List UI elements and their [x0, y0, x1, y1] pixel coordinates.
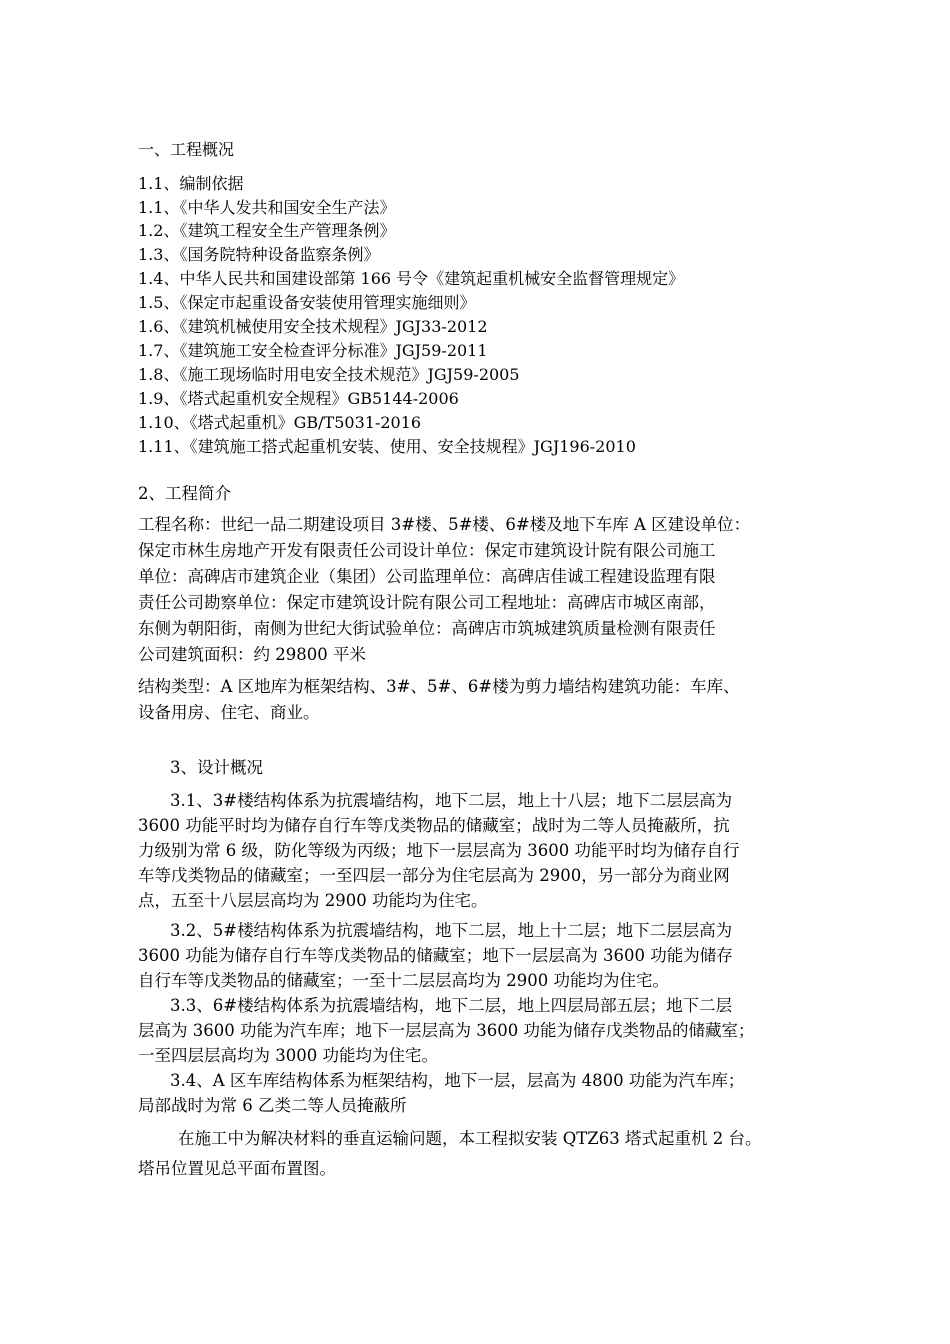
basis-heading: 1.1、编制依据	[138, 174, 244, 193]
section-3-heading: 3、设计概况	[170, 758, 263, 777]
overview-line: 保定市林生房地产开发有限责任公司设计单位：保定市建筑设计院有限公司施工	[138, 541, 716, 560]
design-item-line: 3.3、6#楼结构体系为抗震墙结构，地下二层，地上四层局部五层；地下二层	[170, 996, 733, 1015]
section-2-heading: 2、工程简介	[138, 484, 231, 503]
reference-item: 1.11、《建筑施工搭式起重机安装、使用、安全技规程》JGJ196-2010	[138, 437, 636, 456]
design-item-line: 3.2、5#楼结构体系为抗震墙结构，地下二层，地上十二层；地下二层层高为	[170, 921, 733, 940]
section-1-heading: 一、工程概况	[138, 140, 235, 159]
design-item-line: 3600 功能为储存自行车等戊类物品的储藏室；地下一层层高为 3600 功能为储存	[138, 946, 733, 965]
reference-item: 1.9、《塔式起重机安全规程》GB5144-2006	[138, 389, 459, 408]
closing-line: 在施工中为解决材料的垂直运输问题，本工程拟安装 QTZ63 塔式起重机 2 台。	[178, 1129, 762, 1148]
design-item-line: 3.1、3#楼结构体系为抗震墙结构，地下二层，地上十八层；地下二层层高为	[170, 791, 733, 810]
design-item-line: 自行车等戊类物品的储藏室；一至十二层层高均为 2900 功能均为住宅。	[138, 971, 669, 990]
reference-item: 1.8、《施工现场临时用电安全技术规范》JGJ59-2005	[138, 365, 520, 384]
design-item-line: 一至四层层高均为 3000 功能均为住宅。	[138, 1046, 438, 1065]
reference-item: 1.5、《保定市起重设备安装使用管理实施细则》	[138, 293, 476, 312]
reference-item: 1.4、中华人民共和国建设部第 166 号令《建筑起重机械安全监督管理规定》	[138, 269, 685, 288]
design-item-line: 车等戊类物品的储藏室；一至四层一部分为住宅层高为 2900，另一部分为商业网	[138, 866, 730, 885]
design-item-line: 层高为 3600 功能为汽车库；地下一层层高为 3600 功能为储存戊类物品的储藏室；	[138, 1021, 755, 1040]
overview-line: 工程名称：世纪一品二期建设项目 3#楼、5#楼、6#楼及地下车库 A 区建设单位：	[138, 515, 751, 534]
design-item-line: 局部战时为常 6 乙类二等人员掩蔽所	[138, 1096, 407, 1115]
overview-line: 公司建筑面积：约 29800 平米	[138, 645, 366, 664]
overview-line: 责任公司勘察单位：保定市建筑设计院有限公司工程地址：高碑店市城区南部，	[138, 593, 716, 612]
design-item-line: 点，五至十八层层高均为 2900 功能均为住宅。	[138, 891, 488, 910]
reference-item: 1.1、《中华人发共和国安全生产法》	[138, 198, 396, 217]
closing-line: 塔吊位置见总平面布置图。	[138, 1159, 336, 1178]
overview-line: 单位：高碑店市建筑企业（集团）公司监理单位：高碑店佳诚工程建设监理有限	[138, 567, 716, 586]
reference-item: 1.7、《建筑施工安全检查评分标准》JGJ59-2011	[138, 341, 488, 360]
reference-item: 1.6、《建筑机械使用安全技术规程》JGJ33-2012	[138, 317, 488, 336]
structure-line: 设备用房、住宅、商业。	[138, 703, 320, 722]
design-item-line: 3.4、A 区车库结构体系为框架结构，地下一层，层高为 4800 功能为汽车库；	[170, 1071, 745, 1090]
reference-item: 1.10、《塔式起重机》GB/T5031-2016	[138, 413, 422, 432]
overview-line: 东侧为朝阳街，南侧为世纪大街试验单位：高碑店市筑城建筑质量检测有限责任	[138, 619, 716, 638]
reference-item: 1.3、《国务院特种设备监察条例》	[138, 245, 380, 264]
reference-item: 1.2、《建筑工程安全生产管理条例》	[138, 221, 396, 240]
structure-line: 结构类型：A 区地库为框架结构、3#、5#、6#楼为剪力墙结构建筑功能：车库、	[138, 677, 740, 696]
design-item-line: 3600 功能平时均为储存自行车等戊类物品的储藏室；战时为二等人员掩蔽所，抗	[138, 816, 730, 835]
design-item-line: 力级别为常 6 级，防化等级为丙级；地下一层层高为 3600 功能平时均为储存自行	[138, 841, 740, 860]
